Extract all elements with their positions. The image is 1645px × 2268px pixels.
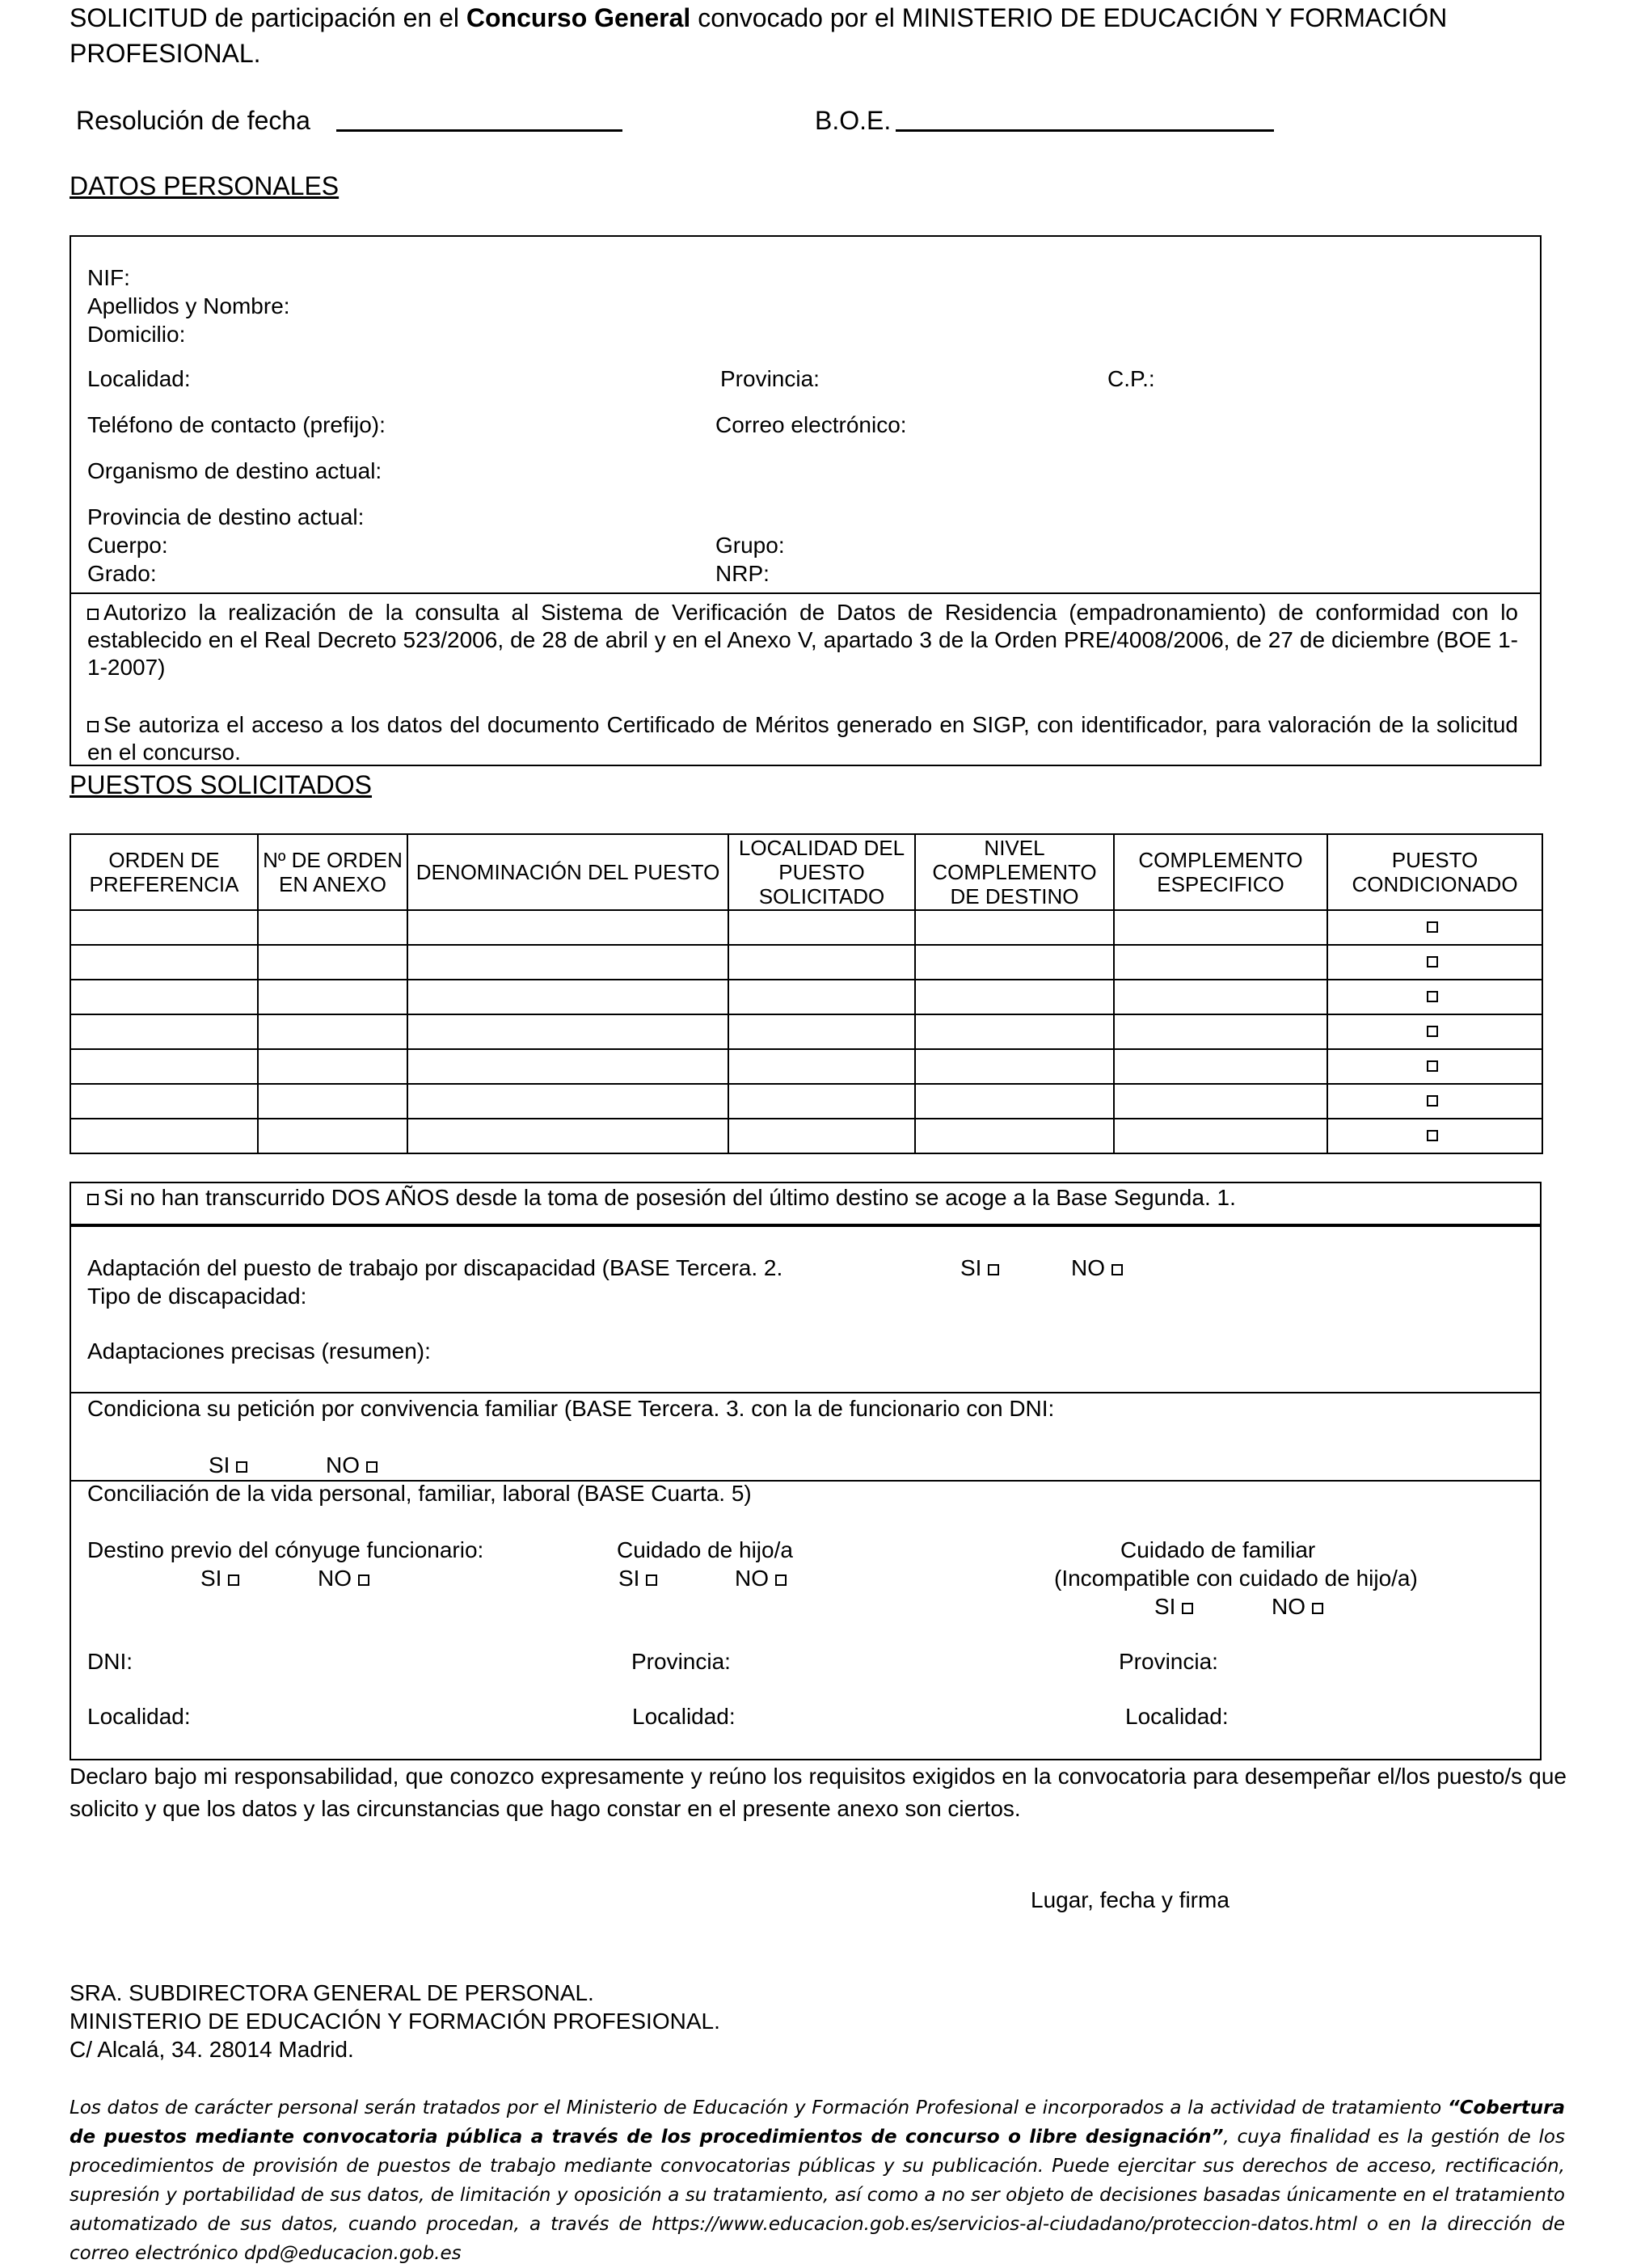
conyuge-si: SI: [200, 1565, 244, 1592]
apellidos-label: Apellidos y Nombre:: [87, 293, 290, 318]
cuidado-familiar-label: Cuidado de familiar: [1120, 1537, 1316, 1562]
localidad-familiar-label: Localidad:: [1125, 1704, 1229, 1729]
table-cell[interactable]: [70, 1014, 258, 1049]
autoriza-meritos-paragraph: Se autoriza el acceso a los datos del documento Certificado de Méritos generado en SIGP, con identificador, para valoración de la solicitud en el concurso.: [87, 712, 1518, 765]
table-cell: [1327, 980, 1542, 1014]
table-cell[interactable]: [258, 1119, 407, 1153]
autorizo-paragraph: Autorizo la realización de la consulta al Sistema de Verificación de Datos de Residencia (empadronamiento) de conformidad con lo establecido en el Real Decreto 523/2006, de 28 de abril y en el Anexo V, apartado 3 de la Orden PRE/4008/2006, de 27 de diciembre (BOE 1-1-2007): [87, 600, 1518, 680]
domicilio-label: Domicilio:: [87, 322, 186, 347]
table-row: [70, 1014, 1542, 1049]
table-cell[interactable]: [728, 1014, 915, 1049]
cuidado-hijo-label: Cuidado de hijo/a: [617, 1537, 793, 1562]
table-cell[interactable]: [915, 1049, 1114, 1084]
col-denominacion: DENOMINACIÓN DEL PUESTO: [407, 834, 728, 910]
table-row: [70, 1119, 1542, 1153]
table-cell[interactable]: [1114, 1014, 1327, 1049]
table-cell[interactable]: [407, 1014, 728, 1049]
form-title: SOLICITUD de participación en el Concurso General convocado por el MINISTERIO DE EDUCACIÓN Y FORMACIÓN: [70, 3, 1448, 32]
condiciona-no-checkbox[interactable]: [366, 1461, 378, 1473]
condicionado-checkbox[interactable]: [1427, 1130, 1438, 1141]
table-cell: [1327, 910, 1542, 945]
table-cell[interactable]: [258, 945, 407, 980]
dos-anos-checkbox[interactable]: [87, 1194, 99, 1205]
condiciona-si: SI: [209, 1452, 252, 1479]
adaptacion-si-checkbox[interactable]: [988, 1264, 999, 1275]
cuerpo-label: Cuerpo:: [87, 533, 168, 558]
conciliacion-label: Conciliación de la vida personal, familiar, laboral (BASE Cuarta. 5): [87, 1481, 752, 1506]
dos-anos-line: Si no han transcurrido DOS AÑOS desde la toma de posesión del último destino se acoge a la Base Segunda. 1.: [87, 1184, 1236, 1212]
datos-personales-title: DATOS PERSONALES: [70, 171, 340, 200]
table-cell: [1327, 1049, 1542, 1084]
table-cell[interactable]: [70, 910, 258, 945]
localidad-label: Localidad:: [87, 366, 191, 391]
declaracion-paragraph: Declaro bajo mi responsabilidad, que conozco expresamente y reúno los requisitos exigidos en la convocatoria para desempeñar el/los puesto/s que solicito y que los datos y las circunstancias que hago constar en el presente anexo son ciertos.: [70, 1764, 1567, 1821]
divider: [70, 592, 1542, 594]
provincia-label: Provincia:: [720, 366, 820, 391]
table-cell[interactable]: [70, 1049, 258, 1084]
table-cell[interactable]: [407, 1119, 728, 1153]
familiar-no: NO: [1272, 1593, 1328, 1621]
table-cell[interactable]: [915, 1084, 1114, 1119]
table-cell[interactable]: [728, 1049, 915, 1084]
col-complemento: COMPLEMENTO ESPECIFICO: [1114, 834, 1327, 910]
condicionado-checkbox[interactable]: [1427, 921, 1438, 933]
table-cell[interactable]: [915, 910, 1114, 945]
adaptacion-label: Adaptación del puesto de trabajo por discapacidad (BASE Tercera. 2.: [87, 1255, 783, 1280]
table-cell[interactable]: [728, 1084, 915, 1119]
table-cell[interactable]: [1114, 1084, 1327, 1119]
condiciona-si-checkbox[interactable]: [236, 1461, 247, 1473]
table-cell[interactable]: [407, 910, 728, 945]
condicionado-checkbox[interactable]: [1427, 1026, 1438, 1037]
table-cell[interactable]: [258, 1084, 407, 1119]
table-cell[interactable]: [407, 980, 728, 1014]
table-cell[interactable]: [915, 1119, 1114, 1153]
condiciona-no: NO: [326, 1452, 382, 1479]
table-cell: [1327, 1014, 1542, 1049]
table-cell[interactable]: [915, 1014, 1114, 1049]
form-title-line2: PROFESIONAL.: [70, 39, 261, 68]
table-cell[interactable]: [1114, 980, 1327, 1014]
table-header-row: [70, 834, 1542, 910]
condicionado-checkbox[interactable]: [1427, 1095, 1438, 1107]
table-cell[interactable]: [70, 980, 258, 1014]
familiar-si: SI: [1154, 1593, 1198, 1621]
boe-label: B.O.E.: [815, 106, 892, 135]
table-cell[interactable]: [407, 945, 728, 980]
localidad-hijo-label: Localidad:: [632, 1704, 736, 1729]
localidad-conyuge-label: Localidad:: [87, 1704, 191, 1729]
destinatario-line2: MINISTERIO DE EDUCACIÓN Y FORMACIÓN PROFESIONAL.: [70, 2009, 720, 2034]
table-cell[interactable]: [728, 980, 915, 1014]
table-row: [70, 1084, 1542, 1119]
dni-label: DNI:: [87, 1649, 133, 1674]
condicionado-checkbox[interactable]: [1427, 956, 1438, 967]
hijo-no: NO: [735, 1565, 791, 1592]
adaptaciones-label: Adaptaciones precisas (resumen):: [87, 1338, 431, 1364]
adaptacion-si: SI: [960, 1254, 1004, 1282]
condicionado-checkbox[interactable]: [1427, 1060, 1438, 1072]
table-cell[interactable]: [915, 945, 1114, 980]
table-cell: [1327, 1084, 1542, 1119]
divider: [70, 1392, 1542, 1393]
provincia-familiar-label: Provincia:: [1119, 1649, 1218, 1674]
puestos-title: PUESTOS SOLICITADOS: [70, 770, 373, 799]
table-cell[interactable]: [407, 1084, 728, 1119]
destinatario-line3: C/ Alcalá, 34. 28014 Madrid.: [70, 2037, 354, 2062]
col-orden-anexo: Nº DE ORDEN EN ANEXO: [258, 834, 407, 910]
table-cell[interactable]: [258, 910, 407, 945]
hijo-si: SI: [618, 1565, 662, 1592]
table-cell[interactable]: [728, 910, 915, 945]
table-cell[interactable]: [1114, 910, 1327, 945]
adaptacion-no-checkbox[interactable]: [1111, 1264, 1123, 1275]
nif-label: NIF:: [87, 265, 130, 290]
table-row: [70, 910, 1542, 945]
familiar-si-checkbox[interactable]: [1182, 1603, 1193, 1614]
resolucion-label: Resolución de fecha: [76, 106, 310, 135]
hijo-no-checkbox[interactable]: [775, 1575, 787, 1586]
table-cell[interactable]: [728, 1119, 915, 1153]
destinatario-line1: SRA. SUBDIRECTORA GENERAL DE PERSONAL.: [70, 1980, 594, 2005]
hijo-si-checkbox[interactable]: [646, 1575, 657, 1586]
table-cell[interactable]: [258, 980, 407, 1014]
col-orden-preferencia: ORDEN DE PREFERENCIA: [70, 834, 258, 910]
resolucion-field[interactable]: [336, 129, 622, 132]
puestos-table: [70, 833, 1543, 1154]
table-cell[interactable]: [70, 1119, 258, 1153]
table-cell[interactable]: [915, 980, 1114, 1014]
table-cell[interactable]: [1114, 1119, 1327, 1153]
telefono-label: Teléfono de contacto (prefijo):: [87, 412, 386, 437]
privacy-notice: Los datos de carácter personal serán tratados por el Ministerio de Educación y Formación Profesional e incorporados a la actividad de tratamiento “Cobertura de puestos mediante convocatoria pública a través de los procedimientos de concurso o libre designación”, cuya finalidad es la gestión de los procedimientos de provisión de puestos de trabajo mediante convocatorias públicas y su publicación. Puede ejercitar sus derechos de acceso, rectificación, supresión y portabilidad de sus datos, de limitación y oposición a su tratamiento, así como a no ser objeto de decisiones basadas únicamente en el tratamiento automatizado de sus datos, cuando procedan, a través de https://www.educacion.gob.es/servicios-al-ciudadano/proteccion-datos.html o en la dirección de correo electrónico dpd@educacion.gob.es: [70, 2097, 1565, 2264]
table-cell[interactable]: [407, 1049, 728, 1084]
condicionado-checkbox[interactable]: [1427, 991, 1438, 1002]
incompatible-note: (Incompatible con cuidado de hijo/a): [1054, 1566, 1418, 1591]
organismo-label: Organismo de destino actual:: [87, 458, 382, 483]
table-cell[interactable]: [258, 1014, 407, 1049]
provincia-hijo-label: Provincia:: [631, 1649, 731, 1674]
grupo-label: Grupo:: [715, 533, 785, 558]
col-localidad: LOCALIDAD DEL PUESTO SOLICITADO: [728, 834, 915, 910]
firma-label: Lugar, fecha y firma: [1031, 1887, 1230, 1912]
conyuge-no-checkbox[interactable]: [358, 1575, 369, 1586]
table-row: [70, 1049, 1542, 1084]
nrp-label: NRP:: [715, 561, 770, 586]
table-cell: [1327, 1119, 1542, 1153]
destino-previo-label: Destino previo del cónyuge funcionario:: [87, 1537, 484, 1562]
table-row: [70, 945, 1542, 980]
boe-field[interactable]: [896, 129, 1274, 132]
meritos-checkbox[interactable]: [87, 721, 99, 732]
table-cell[interactable]: [1114, 945, 1327, 980]
table-cell: [1327, 945, 1542, 980]
autorizo-checkbox[interactable]: [87, 609, 99, 620]
conyuge-no: NO: [318, 1565, 374, 1592]
table-cell[interactable]: [258, 1049, 407, 1084]
adaptacion-no: NO: [1071, 1254, 1128, 1282]
table-cell[interactable]: [728, 945, 915, 980]
cp-label: C.P.:: [1107, 366, 1155, 391]
col-condicionado: PUESTO CONDICIONADO: [1327, 834, 1542, 910]
correo-label: Correo electrónico:: [715, 412, 907, 437]
col-nivel: NIVEL COMPLEMENTO DE DESTINO: [915, 834, 1114, 910]
condiciona-label: Condiciona su petición por convivencia familiar (BASE Tercera. 3. con la de funcionario con DNI:: [87, 1396, 1055, 1421]
table-cell[interactable]: [70, 1084, 258, 1119]
grado-label: Grado:: [87, 561, 157, 586]
familiar-no-checkbox[interactable]: [1312, 1603, 1323, 1614]
conyuge-si-checkbox[interactable]: [228, 1575, 239, 1586]
table-cell[interactable]: [70, 945, 258, 980]
table-row: [70, 980, 1542, 1014]
provincia-destino-label: Provincia de destino actual:: [87, 504, 365, 529]
tipo-discapacidad-label: Tipo de discapacidad:: [87, 1284, 307, 1309]
table-cell[interactable]: [1114, 1049, 1327, 1084]
datos-personales-box: [70, 235, 1542, 766]
